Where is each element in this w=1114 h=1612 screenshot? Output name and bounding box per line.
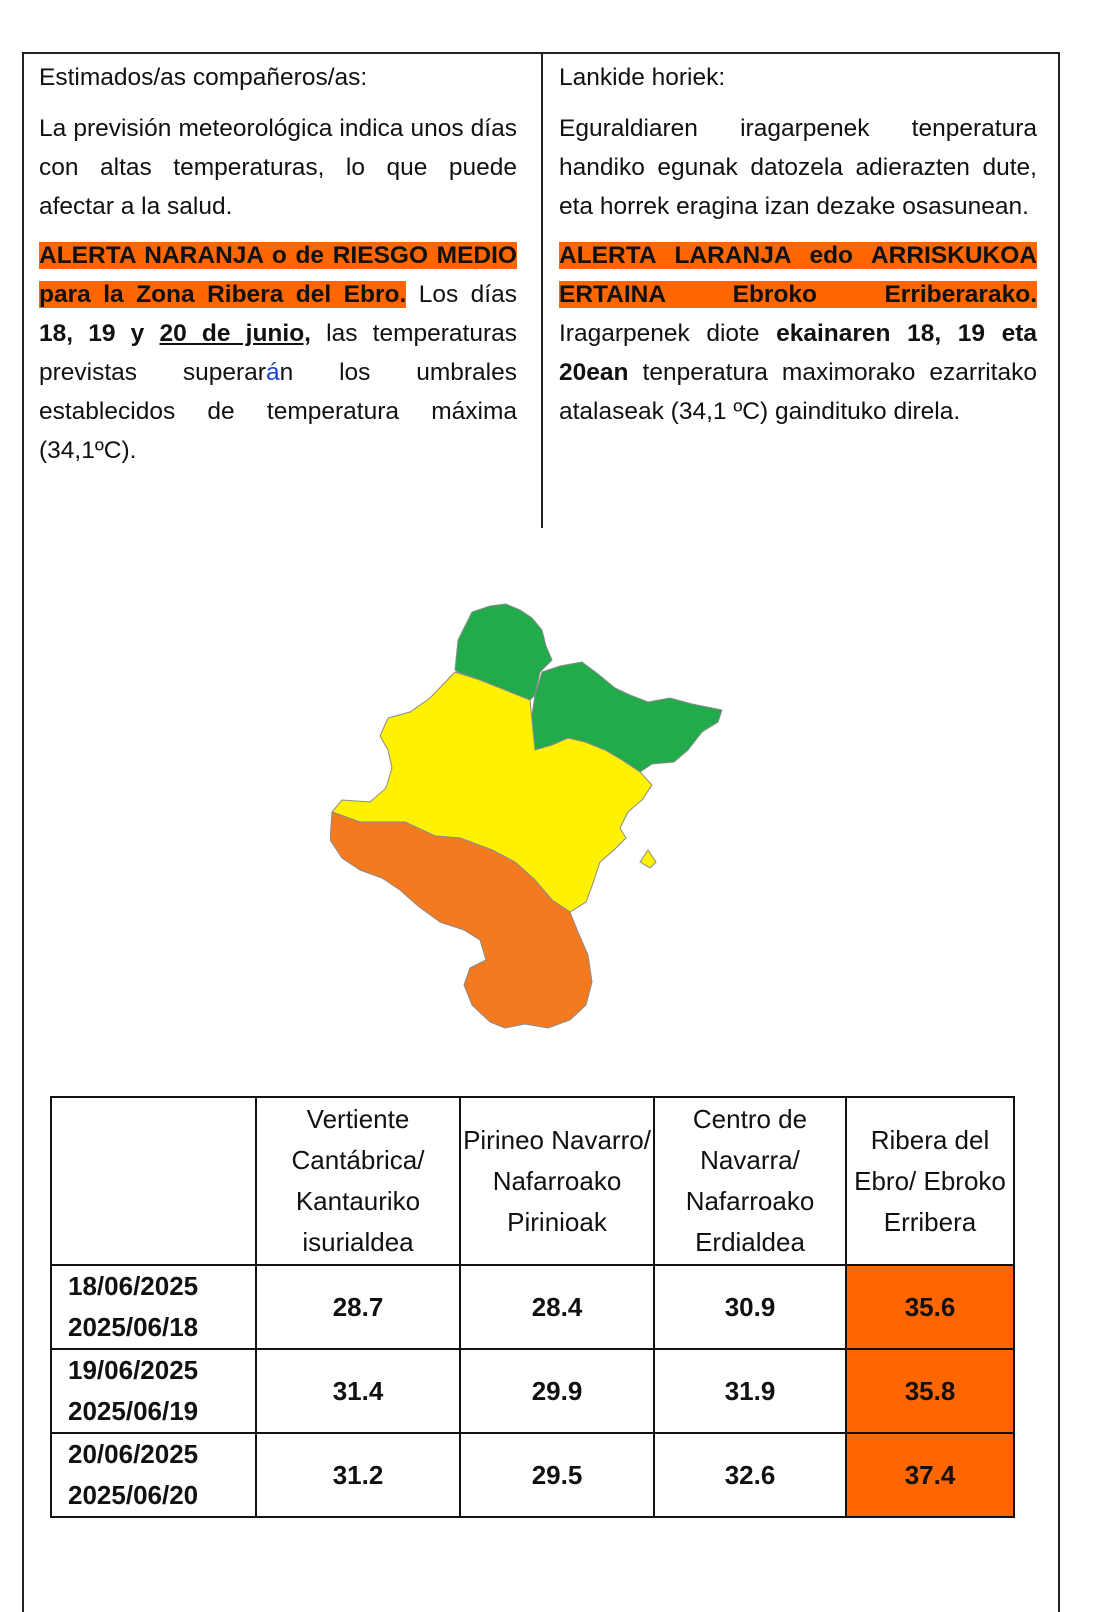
basque-intro: Eguraldiaren iragarpenek tenperatura handiko egunak datozela adierazten dute, eta horrek eragina izan dezake osasunean. — [559, 115, 1037, 220]
temp-ribera: 37.4 — [846, 1433, 1014, 1517]
row-date — [51, 1349, 256, 1433]
column-divider — [541, 52, 543, 528]
table-row — [51, 1265, 1014, 1349]
spanish-intro: La previsión meteorológica indica unos días con altas temperaturas, lo que puede afectar a la salud. — [39, 115, 517, 220]
temp-pirineo: 28.4 — [460, 1265, 654, 1349]
date-eu: 2025/06/19 — [68, 1396, 199, 1426]
temp-ribera: 35.8 — [846, 1349, 1014, 1433]
table-header-centro: Centro de Navarra/ Nafarroako Erdialdea — [654, 1097, 846, 1265]
date-es: 20/06/2025 — [68, 1439, 199, 1469]
spanish-greeting: Estimados/as compañeros/as: — [39, 64, 368, 91]
table-header-pirineo: Pirineo Navarro/ Nafarroako Pirinioak — [460, 1097, 654, 1265]
spanish-alert: ALERTA NARANJA o de RIESGO MEDIO para la Zona Ribera del Ebro. — [39, 242, 517, 308]
basque-days: ekainaren 18, 19 eta 20ean — [559, 320, 1037, 386]
date-es: 18/06/2025 — [68, 1271, 199, 1301]
row-date — [51, 1433, 256, 1517]
table-header-corner — [51, 1097, 256, 1265]
map-region-enclave — [640, 850, 656, 868]
spanish-alert-paragraph — [39, 236, 517, 470]
row-date — [51, 1265, 256, 1349]
table-header-cantabrica: Vertiente Cantábrica/ Kantauriko isurialdea — [256, 1097, 460, 1265]
basque-greeting: Lankide horiek: — [559, 64, 726, 91]
table-header-ribera: Ribera del Ebro/ Ebroko Erribera — [846, 1097, 1014, 1265]
spanish-accent: á — [265, 359, 280, 386]
temp-cantabrica: 28.7 — [256, 1265, 460, 1349]
temp-pirineo: 29.9 — [460, 1349, 654, 1433]
basque-alert: ALERTA LARANJA edo ARRISKUKOA ERTAINA Ebroko Erriberarako. — [559, 242, 1037, 308]
date-eu: 2025/06/18 — [68, 1312, 199, 1342]
basque-column — [559, 58, 1037, 431]
temp-centro: 32.6 — [654, 1433, 846, 1517]
spanish-text: las temperaturas previstas superar — [39, 320, 517, 386]
basque-text: tenperatura maximorako ezarritako atalaseak (34,1 ºC) gaindituko direla. — [559, 359, 1037, 425]
spanish-text: Los días — [406, 281, 517, 308]
basque-text: Iragarpenek diote — [559, 320, 777, 347]
spanish-column — [39, 58, 517, 470]
table-row — [51, 1349, 1014, 1433]
temp-centro: 31.9 — [654, 1349, 846, 1433]
table-row — [51, 1433, 1014, 1517]
spanish-text: n los umbrales establecidos de temperatura máxima (34,1ºC). — [39, 359, 517, 464]
temp-centro: 30.9 — [654, 1265, 846, 1349]
table-header-row — [51, 1097, 1014, 1265]
temp-ribera: 35.6 — [846, 1265, 1014, 1349]
spanish-days-underlined: 20 de junio, — [159, 320, 311, 347]
spanish-days: 18, 19 y — [39, 320, 160, 347]
date-es: 19/06/2025 — [68, 1355, 199, 1385]
temp-pirineo: 29.5 — [460, 1433, 654, 1517]
temperature-table — [50, 1096, 1015, 1518]
temp-cantabrica: 31.4 — [256, 1349, 460, 1433]
navarre-alert-map — [330, 600, 740, 1050]
date-eu: 2025/06/20 — [68, 1480, 199, 1510]
temp-cantabrica: 31.2 — [256, 1433, 460, 1517]
basque-alert-paragraph — [559, 236, 1037, 431]
